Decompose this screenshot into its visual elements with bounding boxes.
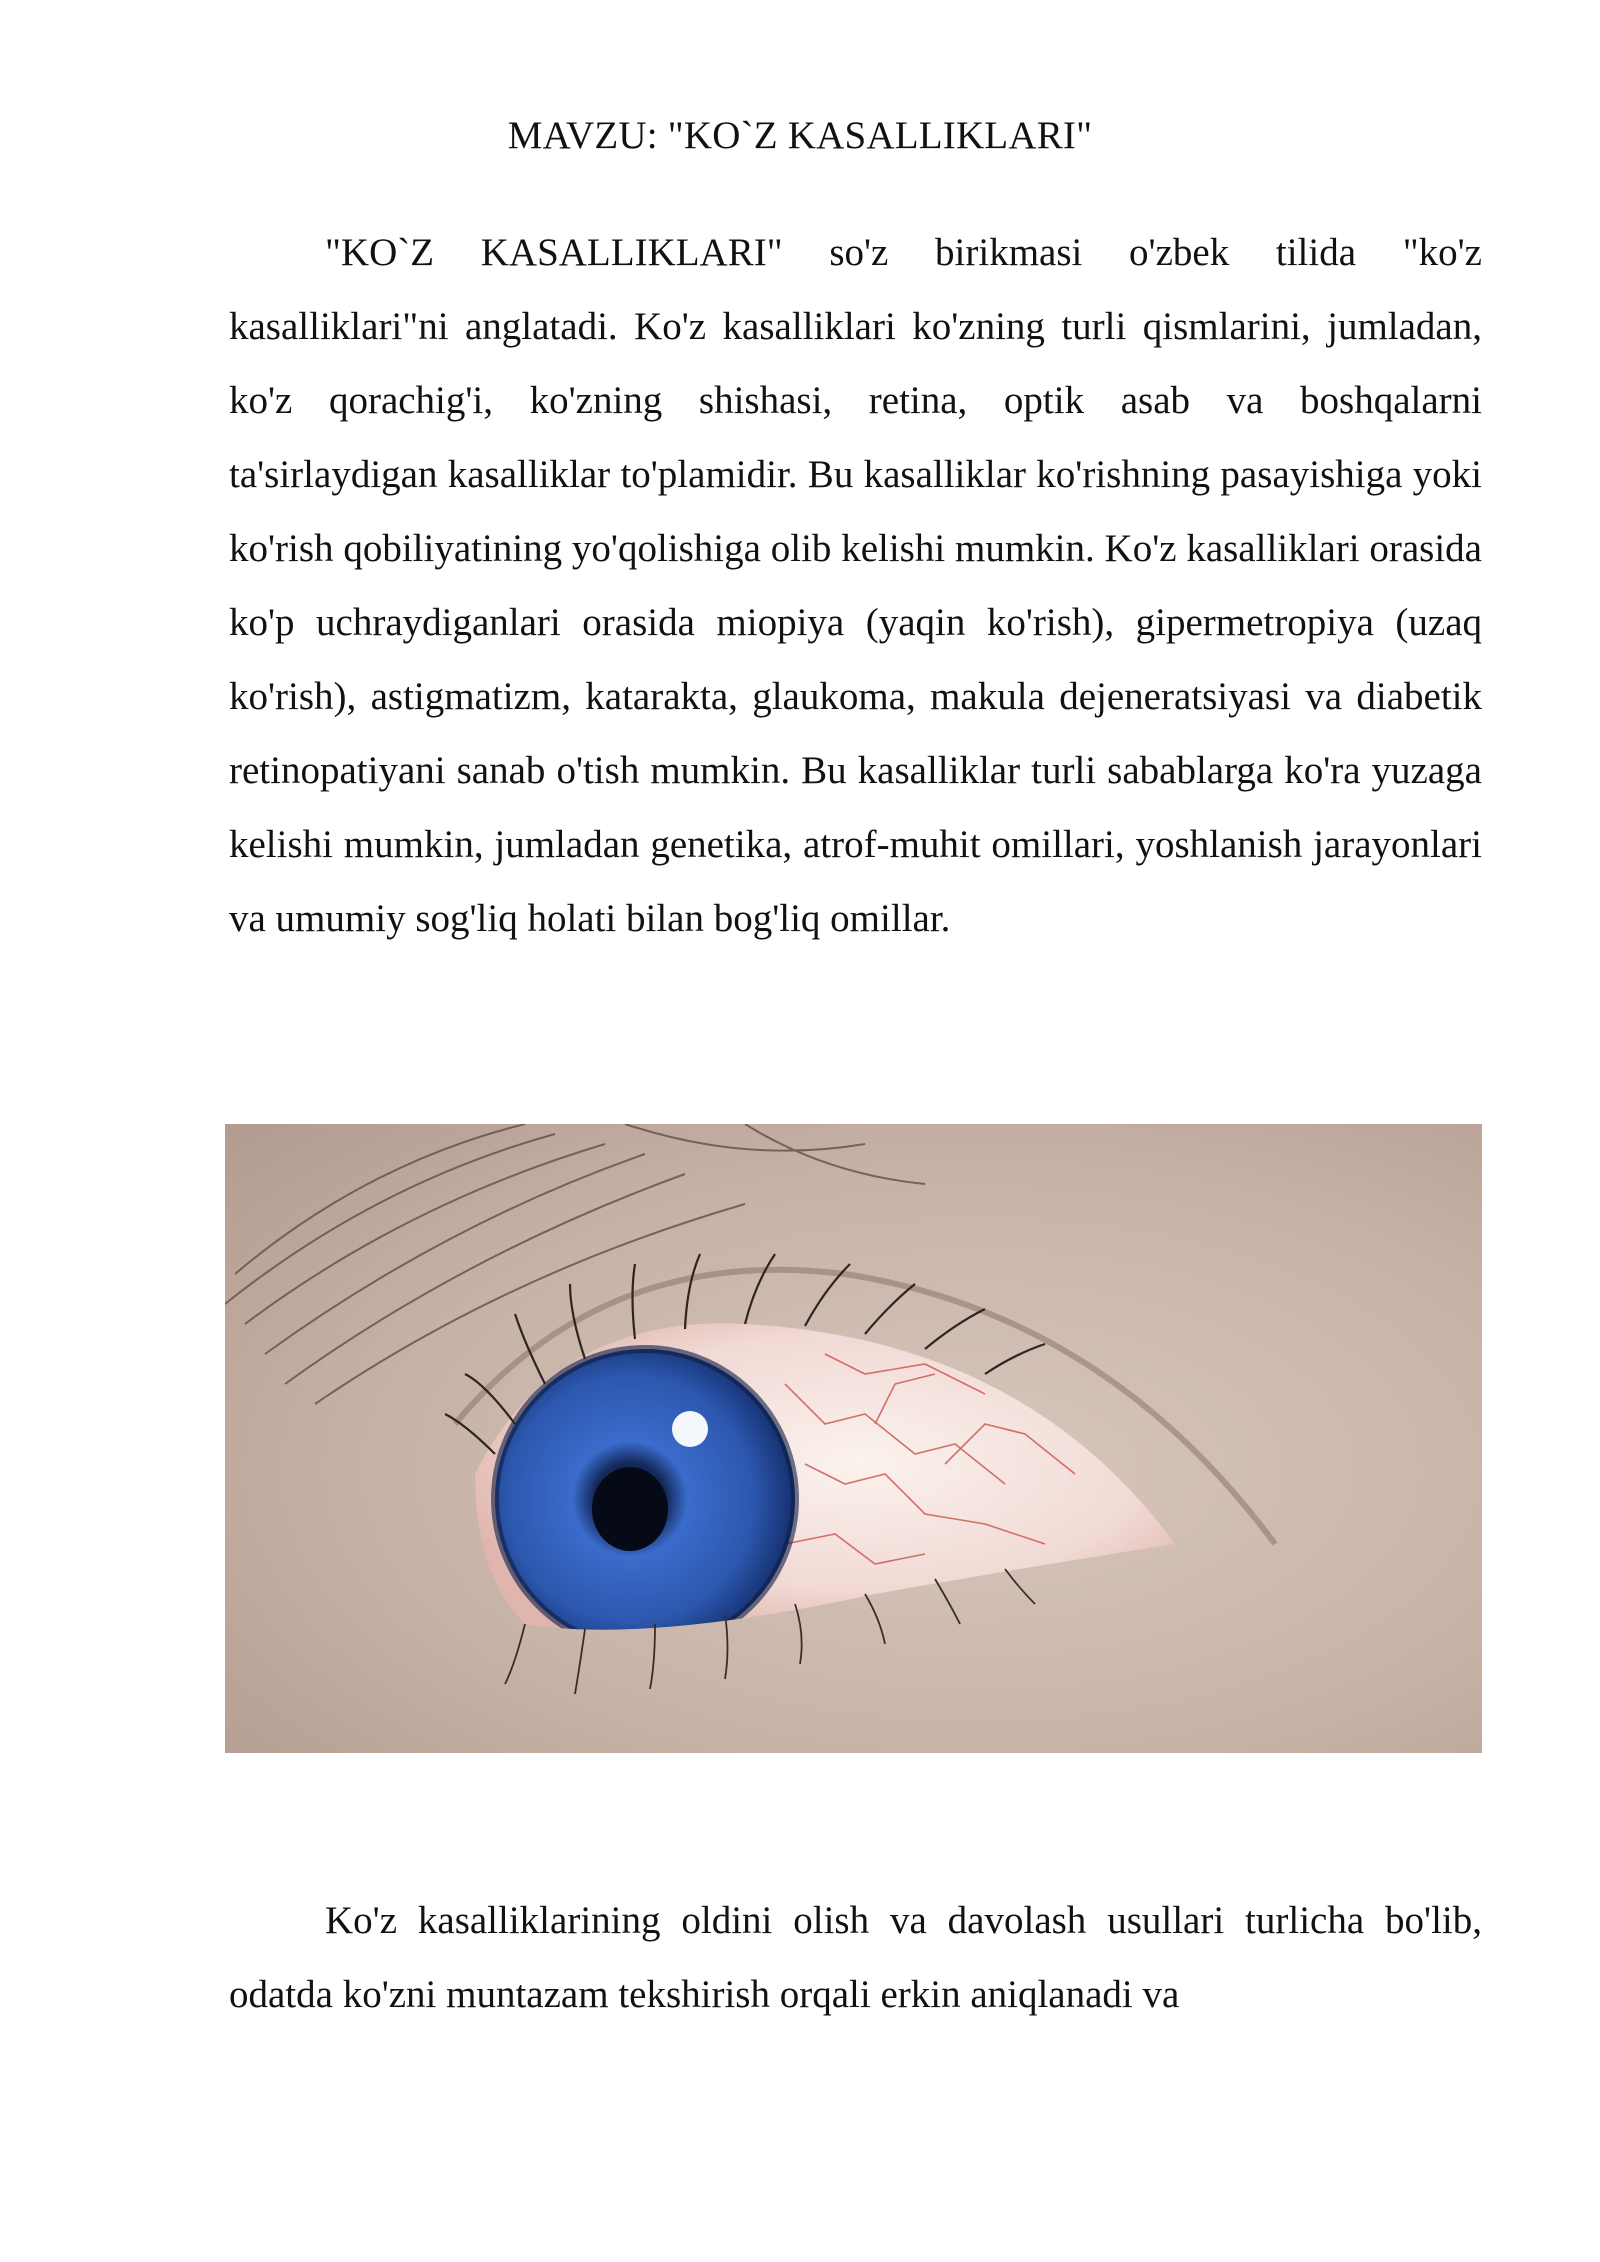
eye-illustration xyxy=(225,1124,1482,1753)
document-title: MAVZU: "KO`Z KASALLIKLARI" xyxy=(507,114,1093,157)
eye-photo xyxy=(225,1124,1482,1753)
paragraph-intro: "KO`Z KASALLIKLARI" so'z birikmasi o'zbek tilida "ko'z kasalliklari"ni anglatadi. Ko'z kasalliklari ko'zning turli qismlarini, jumladan, ko'z qorachig'i, ko'zning shishasi, retina, optik asab va boshqalarni ta'sirlaydigan kasalliklar to'plamidir. Bu kasalliklar ko'rishning pasayishiga yoki ko'rish qobiliyatining yo'qolishiga olib kelishi mumkin. Ko'z kasalliklari orasida ko'p uchraydiganlari orasida miopiya (yaqin ko'rish), gipermetropiya (uzaq ko'rish), astigmatizm, katarakta, glaukoma, makula dejeneratsiyasi va diabetik retinopatiyani sanab o'tish mumkin. Bu kasalliklar turli sabablarga ko'ra yuzaga kelishi mumkin, jumladan genetika, atrof-muhit omillari, yoshlanish jarayonlari va umumiy sog'liq holati bilan bog'liq omillar. xyxy=(229,231,1482,940)
paragraph-prevention: Ko'z kasalliklarining oldini olish va davolash usullari turlicha bo'lib, odatda ko'zni muntazam tekshirish orqali erkin aniqlanadi va xyxy=(229,1899,1482,2016)
